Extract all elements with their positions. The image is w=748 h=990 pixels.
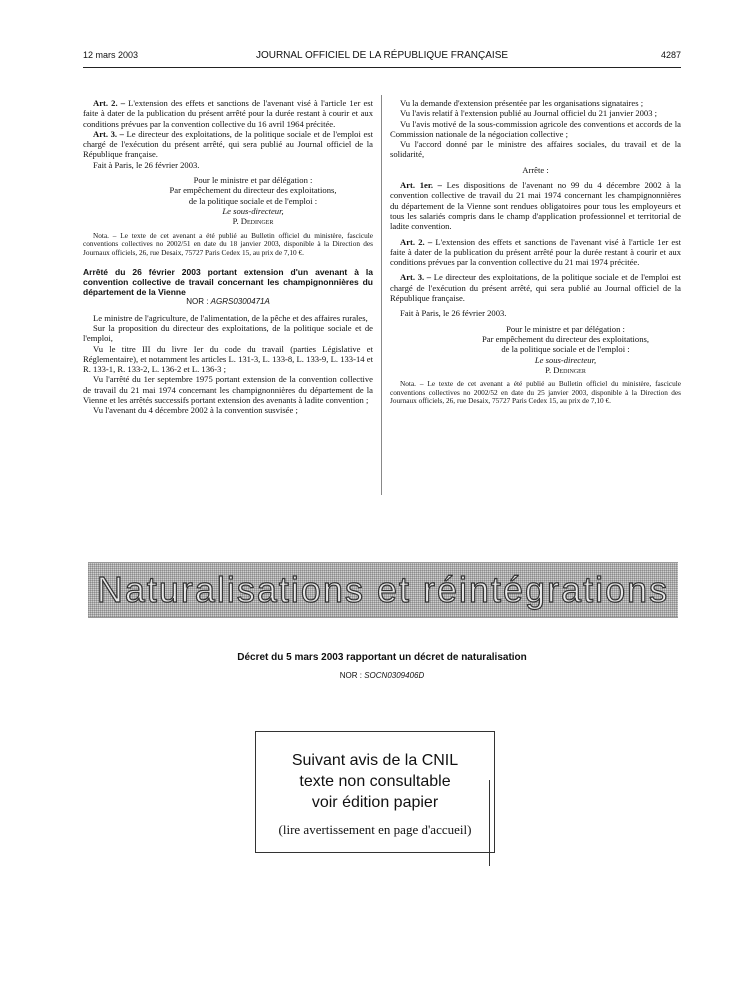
header-rule bbox=[83, 67, 681, 68]
nota-note: Nota. – Le texte de cet avenant a été publié au Bulletin officiel du ministère, fascicule conventions collectives no 2002/52 en date du 25 janvier 2003, disponible à la Direction des Journaux officiels, 26, rue Desaix, 75727 Paris Cedex 15, au prix de 7,10 €. bbox=[390, 379, 681, 406]
signature-title: Le sous-directeur, bbox=[222, 205, 284, 216]
section-banner bbox=[88, 562, 678, 618]
cnil-notice-warning: (lire avertissement en page d'accueil) bbox=[278, 822, 472, 837]
article-1: Art. 1er. – Les dispositions de l'avenant no 99 du 4 décembre 2002 à la convention collective de travail du 21 mai 1974 concernant les champignonnières du département de la Vienne sont rendues obligatoires pour tous les employeurs et tous les salariés compris dans le champ d'application professionnel et territorial de ladite convention. bbox=[390, 180, 681, 232]
nor-reference: NOR : AGRS0300471A bbox=[186, 297, 270, 307]
signature-line: Par empêchement du directeur des exploitations, bbox=[481, 333, 650, 344]
paragraph: Vu l'avis relatif à l'extension publié au Journal officiel du 21 janvier 2003 ; bbox=[400, 108, 658, 119]
paragraph: Vu le titre III du livre Ier du code du travail (parties Législative et Réglementaire), et notamment les articles L. 131-3, L. 133-8, L. 133-9, L. 133-14 et R. 133-1, R. 133-2, L. 136-2 et L. 136-3 ; bbox=[83, 343, 373, 375]
paragraph: Vu la demande d'extension présentée par les organisations signataires ; bbox=[400, 98, 644, 108]
decret-title: Décret du 5 mars 2003 rapportant un décret de naturalisation bbox=[237, 652, 527, 663]
article-2: Art. 2. – L'extension des effets et sanctions de l'avenant visé à l'article 1er est faite à dater de la publication du présent arrêté pour la durée restant à courir et aux conditions prévues par la convention collective du 21 mai 1974 précitée. bbox=[390, 236, 681, 268]
page-header bbox=[83, 50, 681, 64]
nota-note: Nota. – Le texte de cet avenant a été publié au Bulletin officiel du ministère, fascicule conventions collectives no 2002/51 en date du 18 janvier 2003, disponible à la Direction des Journaux officiels, 26, rue Desaix, 75727 Paris Cedex 15, au prix de 7,10 €. bbox=[83, 230, 373, 257]
left-column bbox=[83, 98, 373, 416]
section-banner-title: Naturalisations et réintégrations bbox=[96, 569, 670, 610]
margin-rule bbox=[489, 780, 492, 866]
decret-nor: NOR : SOCN0309406D bbox=[339, 671, 425, 680]
signature-line: Par empêchement du directeur des exploitations, bbox=[169, 185, 337, 196]
signature-line: de la politique sociale et de l'emploi : bbox=[188, 195, 318, 206]
article-2: Art. 2. – L'extension des effets et sanctions de l'avenant visé à l'article 1er est faite à dater de la publication du présent arrêté pour la durée restant à courir et aux conditions prévues par la convention collective du 16 avril 1964 précitée. bbox=[83, 98, 373, 129]
done-at: Fait à Paris, le 26 février 2003. bbox=[93, 159, 200, 170]
paragraph: Vu l'avis motivé de la sous-commission agricole des conventions et accords de la Commission nationale de la négociation collective ; bbox=[390, 118, 681, 139]
paragraph: Vu l'avenant du 4 décembre 2002 à la convention susvisée ; bbox=[93, 405, 298, 416]
arrete-title: Arrêté du 26 février 2003 portant extension d'un avenant à la convention collective de travail concernant les champignonnières du département de la Vienne bbox=[83, 267, 373, 298]
paragraph: Vu l'accord donné par le ministre des affaires sociales, du travail et de la solidarité, bbox=[390, 139, 681, 160]
article-3: Art. 3. – Le directeur des exploitations, de la politique sociale et de l'emploi est chargé de l'exécution du présent arrêté, qui sera publié au Journal officiel de la République française. bbox=[390, 272, 681, 304]
paragraph: Vu l'arrêté du 1er septembre 1975 portant extension de la convention collective de travail du 21 mai 1974 concernant les champignonnières du département de la Vienne et les arrêtés successifs portant extension des avenants à ladite convention ; bbox=[83, 374, 373, 406]
journal-title: JOURNAL OFFICIEL DE LA RÉPUBLIQUE FRANÇAISE bbox=[255, 50, 509, 61]
column-divider bbox=[381, 95, 382, 495]
signatory-name: P. Dedinger bbox=[232, 216, 274, 227]
signatory-name: P. Dedinger bbox=[545, 364, 586, 375]
signature-line: de la politique sociale et de l'emploi : bbox=[501, 344, 630, 355]
paragraph: Le ministre de l'agriculture, de l'alimentation, de la pêche et des affaires rurales, bbox=[93, 312, 368, 323]
page-number: 4287 bbox=[660, 50, 681, 60]
cnil-notice-text: Suivant avis de la CNIL texte non consultable voir édition papier bbox=[291, 752, 459, 811]
right-column bbox=[390, 98, 681, 406]
signature-title: Le sous-directeur, bbox=[534, 354, 597, 365]
arrete-heading: Arrête : bbox=[522, 164, 549, 175]
article-3: Art. 3. – Le directeur des exploitations, de la politique sociale et de l'emploi est chargé de l'exécution du présent arrêté, qui sera publié au Journal officiel de la République française. bbox=[83, 128, 373, 160]
paragraph: Sur la proposition du directeur des exploitations, de la politique sociale et de l'emploi, bbox=[83, 322, 373, 344]
signature-line: Pour le ministre et par délégation : bbox=[193, 175, 313, 186]
done-at: Fait à Paris, le 26 février 2003. bbox=[400, 308, 507, 319]
signature-line: Pour le ministre et par délégation : bbox=[506, 323, 625, 334]
header-date: 12 mars 2003 bbox=[83, 50, 139, 60]
cnil-notice-box bbox=[255, 731, 495, 853]
